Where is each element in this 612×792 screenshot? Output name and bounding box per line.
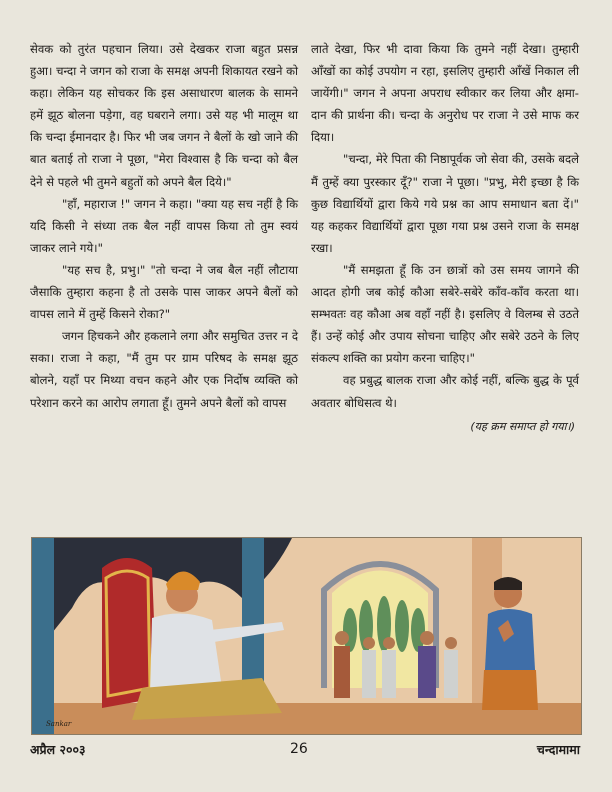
- paragraph: "हाँ, महाराज !" जगन ने कहा। "क्या यह सच नहीं है कि यदि किसी ने संध्या तक बैल नहीं वापस किया तो तुम स्वयं जाकर लाने गये।": [30, 196, 298, 255]
- series-end-note: (यह क्रम समाप्त हो गया।): [470, 419, 575, 433]
- paragraph: सेवक को तुरंत पहचान लिया। उसे देखकर राजा बहुत प्रसन्न हुआ। चन्दा ने जगन को राजा के समक्ष अपनी शिकायत रखने को कहा। लेकिन यह सोचकर कि इस असाधारण बालक के सामने हमें झूठ बोलना पड़ेगा, वह घबराने लगा। उसे यह भी मालूम था कि चन्दा ईमानदार है। फिर भी जब जगन ने बैलों के खो जाने की बात बताई तो राजा ने पूछा, "मेरा विश्वास है कि चन्दा को बैल देने से पहले भी तुमने बहुतों को अपने बैल दिये।": [30, 42, 298, 189]
- king-robe: [150, 613, 222, 693]
- magazine-name: चन्दामामा: [536, 742, 580, 757]
- paragraph: "चन्दा, मेरे पिता की निष्ठापूर्वक जो सेवा की, उसके बदले मैं तुम्हें क्या पुरस्कार दूँ?" राजा ने पूछा। "प्रभु, मेरी इच्छा है कि कुछ विद्यार्थियों द्वारा किये गये प्रश्न का आप समाधान बता दें।" यह कहकर विद्यार्थियों द्वारा पूछा गया प्रश्न उसने राजा के समक्ष रखा।: [311, 152, 579, 255]
- story-illustration: [31, 537, 582, 735]
- issue-date: अप्रैल २००३: [30, 742, 86, 757]
- artist-signature: Sankar: [46, 720, 72, 728]
- left-pillar: [32, 538, 54, 734]
- paragraph: वह प्रबुद्ध बालक राजा और कोई नहीं, बल्कि बुद्ध के पूर्व अवतार बोधिसत्व थे।: [311, 373, 579, 410]
- paragraph: लाते देखा, फिर भी दावा किया कि तुमने नहीं देखा। तुम्हारी आँखों का कोई उपयोग न रहा, इसलिए तुम्हारी आँखें निकाल ली जायेंगी।" जगन ने अपना अपराध स्वीकार कर लिया और क्षमा-दान की प्रार्थना की। चन्दा के अनुरोध पर राजा ने उसे माफ कर दिया।: [311, 42, 579, 145]
- paragraph: "यह सच है, प्रभु।" "तो चन्दा ने जब बैल नहीं लौटाया जैसाकि तुम्हारा कहना है तो उसके पास जाकर अपने बैलों को वापस लाने में तुम्हें किसने रोका?": [30, 262, 298, 322]
- page-number: 26: [290, 741, 308, 757]
- paragraph: "मैं समझता हूँ कि उन छात्रों को उस समय जागने की आदत होगी जब कोई कौआ सबेरे-सबेरे काँव-काँव करता था। सम्भवतः वह कौआ अब वहाँ नहीं है। इसलिए वे विलम्ब से उठते हैं। उन्हें कोई और उपाय सोचना चाहिए और सबेरे उठने के लिए संकल्प शक्ति का प्रयोग करना चाहिए।": [311, 262, 579, 366]
- left-text-column: [30, 38, 298, 414]
- court-scene-image: [32, 538, 581, 734]
- right-text-column: [311, 38, 579, 438]
- paragraph: जगन हिचकने और हकलाने लगा और समुचित उत्तर न दे सका। राजा ने कहा, "मैं तुम पर ग्राम परिषद के समक्ष झूठ बोलने, यहाँ पर मिथ्या वचन कहने और एक निर्दोष व्यक्ति को परेशान करने का आरोप लगाता हूँ। तुमने अपने बैलों को वापस: [30, 329, 298, 410]
- page-footer: [30, 741, 580, 765]
